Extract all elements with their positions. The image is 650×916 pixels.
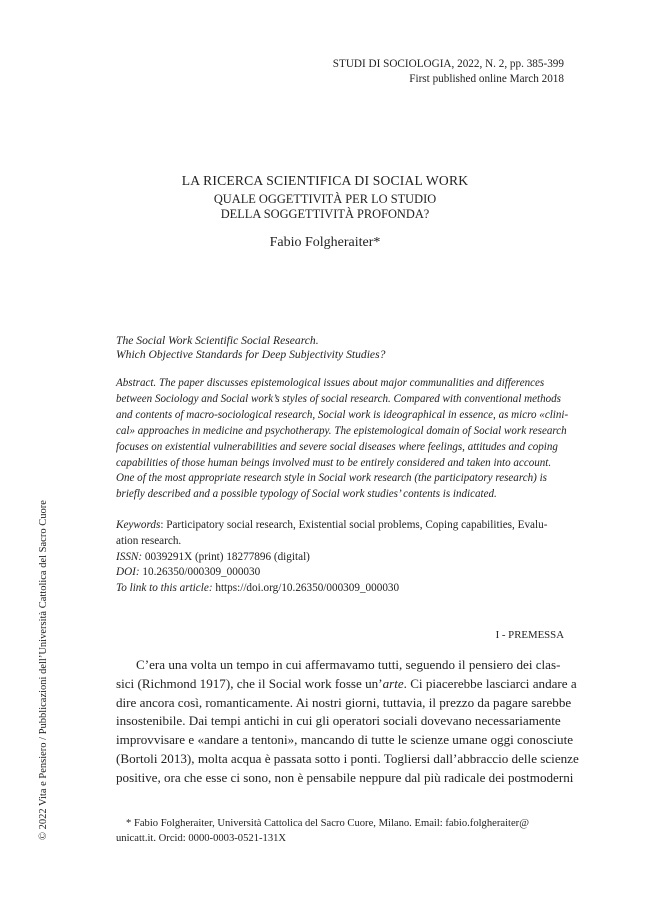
body-line: improvvisare e «andare a tentoni», mancando di tutte le scienze umane oggi conosciute xyxy=(116,732,574,748)
doi xyxy=(116,565,564,581)
issn xyxy=(116,550,564,566)
issn-label: ISSN: xyxy=(116,551,143,563)
doi-value: 10.26350/000309_000030 xyxy=(139,566,261,578)
body-line: (Bortoli 2013), molta acqua è passata sotto i ponti. Togliersi dall’abbraccio delle scienze xyxy=(116,750,579,766)
publication-date: First published online March 2018 xyxy=(409,73,564,85)
keywords-label: Keywords xyxy=(116,519,161,531)
abstract xyxy=(116,376,569,503)
abstract-line: capabilities of those human beings involved must to be entirely considered and taken into account. xyxy=(116,456,552,469)
article-link xyxy=(116,581,564,597)
keywords-text: : Participatory social research, Existential social problems, Coping capabilities, Evalu- xyxy=(160,519,548,531)
author-name: Fabio Folgheraiter* xyxy=(269,235,381,250)
body-line: insostenibile. Dai tempi antichi in cui gli operatori sociali dovevano necessariamente xyxy=(116,713,561,729)
abstract-line: between Sociology and Social work’s styles of social research. Compared with conventional methods xyxy=(116,392,561,405)
emphasis-arte: arte xyxy=(382,675,404,691)
abstract-line: cal» approaches in medicine and psychotherapy. The epistemological domain of Social work research xyxy=(116,424,567,437)
abstract-line: One of the most appropriate research style in Social work research (the participatory research) is xyxy=(116,472,547,485)
abstract-line: briefly described and a possible typology of Social work studies’ contents is indicated. xyxy=(116,488,497,501)
body-line: C’era una volta un tempo in cui affermavamo tutti, seguendo il pensiero dei clas- xyxy=(136,657,561,672)
body-text xyxy=(116,656,579,788)
article-subtitle-line-1: QUALE OGGETTIVITÀ PER LO STUDIO xyxy=(213,192,437,206)
article-subtitle-line-2: DELLA SOGGETTIVITÀ PROFONDA? xyxy=(220,207,430,221)
issn-value: 0039291X (print) 18277896 (digital) xyxy=(142,551,310,563)
article-link-url[interactable]: https://doi.org/10.26350/000309_000030 xyxy=(212,582,400,594)
body-line: sici (Richmond 1917), che il Social work fosse un’arte. Ci piacerebbe lasciarci andare a xyxy=(116,675,577,691)
body-line: positive, ora che esse ci sono, non è pensabile neppure dal più radicale dei postmoderni xyxy=(116,769,574,785)
article-link-label: To link to this article: xyxy=(116,582,213,594)
body-line: dire ancora così, romanticamente. Ai nostri giorni, tuttavia, il prezzo da pagare sarebbe xyxy=(116,694,572,710)
section-heading: I - PREMESSA xyxy=(495,629,564,641)
journal-citation: STUDI DI SOCIOLOGIA, 2022, N. 2, pp. 385-399 xyxy=(332,58,564,70)
keywords-text-continued: ation research. xyxy=(116,534,182,547)
footnote xyxy=(116,816,564,846)
english-title-line-1: The Social Work Scientific Social Research. xyxy=(116,334,319,347)
abstract-line: and contents of macro-sociological research, Social work is ideographical in essence, as micro «clini- xyxy=(116,408,569,421)
doi-label: DOI: xyxy=(116,566,140,578)
english-title-line-2: Which Objective Standards for Deep Subjectivity Studies? xyxy=(116,348,386,361)
copyright-notice: © 2022 Vita e Pensiero / Pubblicazioni dell’Università Cattolica del Sacro Cuore xyxy=(38,500,49,840)
abstract-line: Abstract. The paper discusses epistemological issues about major communalities and differences xyxy=(116,377,545,389)
abstract-line: focuses on existential vulnerabilities and severe social diseases where feelings, attitudes and coping xyxy=(116,440,558,453)
footnote-line: unicatt.it. Orcid: 0000-0003-0521-131X xyxy=(116,833,287,844)
article-title: LA RICERCA SCIENTIFICA DI SOCIAL WORK xyxy=(181,173,469,188)
keywords xyxy=(116,518,564,549)
footnote-line: * Fabio Folgheraiter, Università Cattolica del Sacro Cuore, Milano. Email: fabio.folgheraiter@ xyxy=(126,818,529,829)
